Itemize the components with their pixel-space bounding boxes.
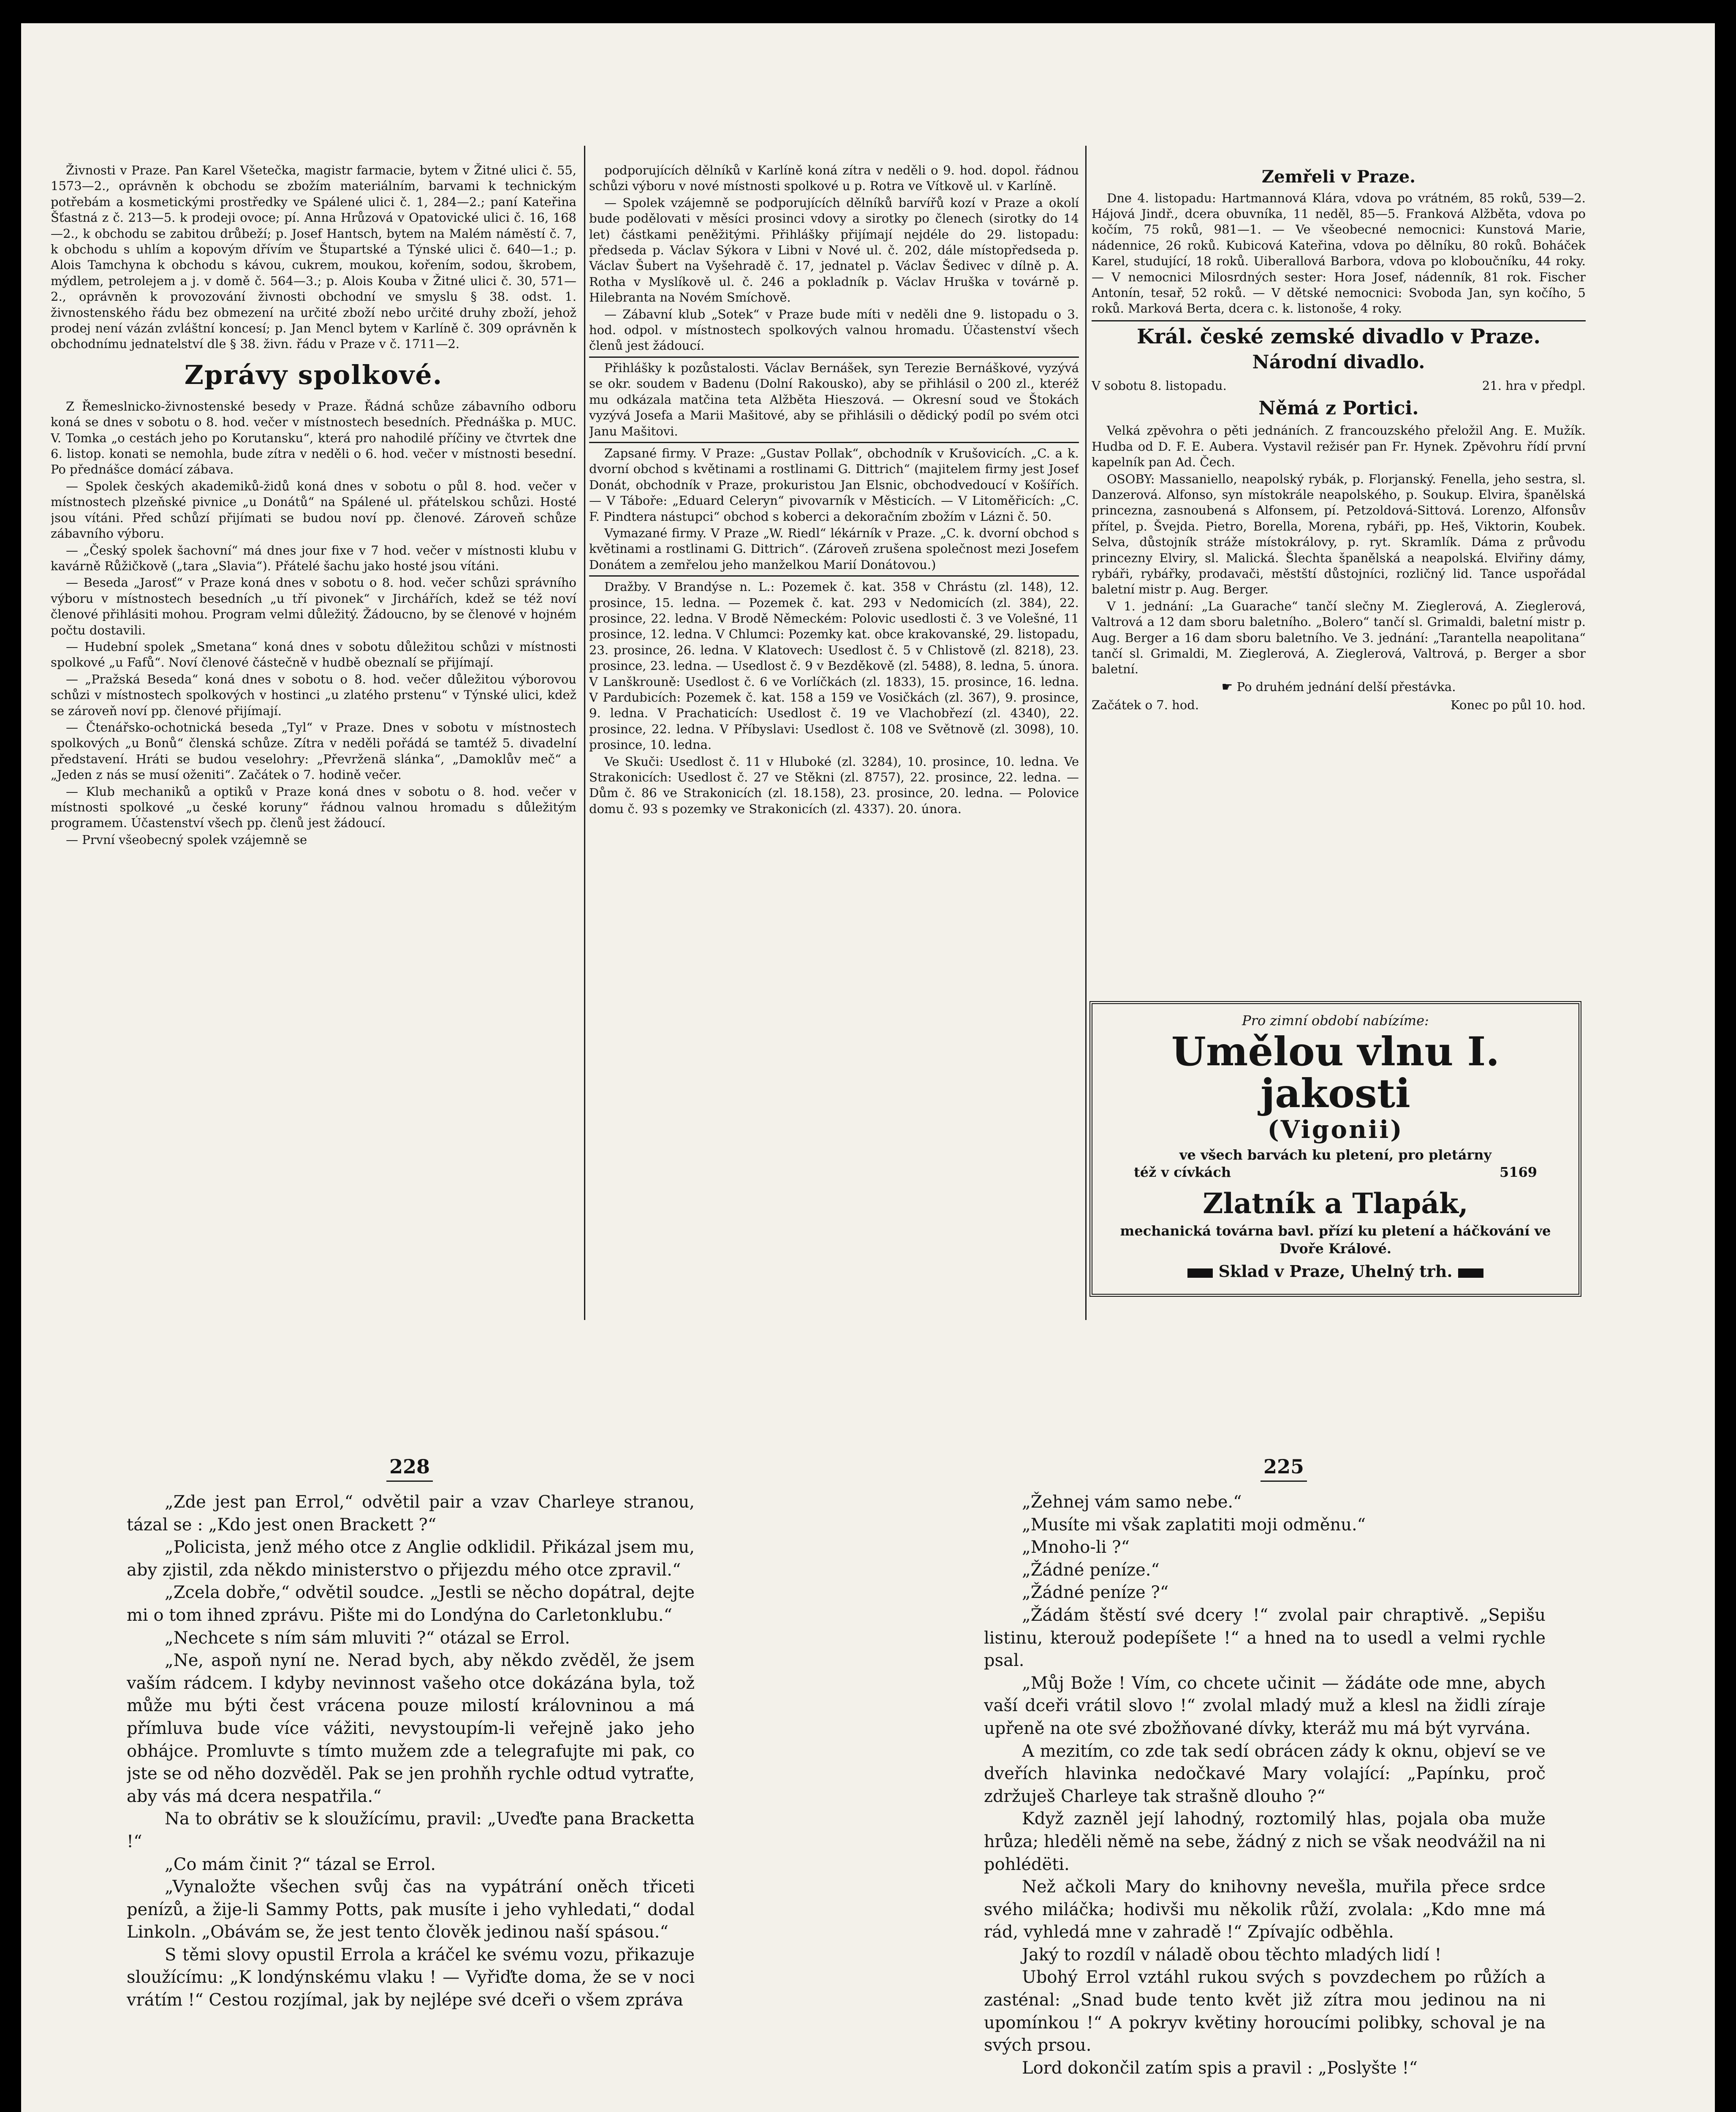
divider [1092, 320, 1586, 321]
column-right [1092, 163, 1586, 997]
novel-paragraph: Ubohý Errol vztáhl rukou svých s povzdechem po růžích a zasténal: „Snad bude tento květ již zítra mou jedinou na ni upomínkou !“ A pokryv květiny horoucími polibky, schoval je na svých prsou. [984, 1968, 1546, 2055]
performance-date: V sobotu 8. listopadu. [1092, 378, 1227, 393]
theatre-heading: Král. české zemské divadlo v Praze. [1136, 324, 1541, 348]
ad-description-row: též v cívkách 5169 [1134, 1164, 1537, 1180]
page-number-underline [386, 1481, 433, 1482]
novel-paragraph: Lord dokončil zatím spis a pravil : „Poslyšte !“ [1022, 2058, 1418, 2078]
pointing-hand-icon: ☛ [1221, 679, 1233, 694]
novel-paragraph: Jaký to rozdíl v náladě obou těchto mladých lidí ! [1022, 1945, 1442, 1965]
novel-paragraph: „Nechcete s ním sám mluviti ?“ otázal se Errol. [165, 1628, 570, 1648]
ad-description: ve všech barvách ku pletení, pro pletárny [1179, 1147, 1492, 1163]
black-bar-icon [1458, 1268, 1483, 1278]
club-news-item: — „Pražská Beseda“ koná dnes v sobotu o 8. hod. večer důležitou výborovou schůzi v místnostech spolkových v hostinci „u zlatého prstenu“ v Týnské ulici, kdež se zároveň noví pp. členové přijímají. [51, 672, 576, 718]
cast-list: OSOBY: Massaniello, neapolský rybák, p. Florjanský. Fenella, jeho sestra, sl. Danzerová. Alfonso, syn místokrále neapolského, p. Soukup. Elvira, španělská princezna, zasnoubená s Alfonsem, pí. Petzoldová-Sittová. Lorenzo, Alfonsův přítel, p. Švejda. Pietro, Borella, Morena, rybáři, pp. Heš, Viktorin, Koubek. Selva, důstojník stráže místokrálovy, p. ryt. Skramlík. Dáma z průvodu princezny Elviry, sl. Malická. Šlechta španělská a neapolská. Elviřiny dámy, rybáři, rybářky, prodavači, městští důstojníci, rozličný lid. Tance uspořádal baletní mistr p. Aug. Berger. [1092, 471, 1586, 597]
ad-headline: Umělou vlnu I. jakosti [1171, 1029, 1500, 1117]
novel-paragraph: „Žádné peníze.“ [1022, 1560, 1160, 1580]
novel-paragraph: „Můj Bože ! Vím, co chcete učinit — žádáte ode mne, abych vaší dceři vrátil slovo !“ zvolal mladý muž a klesl na židli zíraje upřeně na ote své zbožňované dívky, kteráž mu má být vyrvána. [984, 1673, 1546, 1738]
deaths-list: Dne 4. listopadu: Hartmannová Klára, vdova po vrátném, 85 roků, 539—2. Hájová Jindř., dcera obuvníka, 11 neděl, 85—5. Franková Alžběta, vdova po kočím, 75 roků, 981—1. — Ve všeobecné nemocnici: Kunstová Marie, nádennice, 26 roků. Kubicová Kateřina, vdova po dělníku, 80 roků. Boháček Karel, studující, 18 roků. Uiberallová Barbora, vdova po kloboučníku, 44 roky. — V nemocnici Milosrdných sester: Hora Josef, nádenník, 81 rok. Fischer Antonín, tesař, 52 roků. — V dětské nemocnici: Svoboda Jan, syn kočího, 5 roků. Marková Berta, dcera c. k. listonoše, 4 roky. [1092, 191, 1586, 316]
club-news-item: — Hudební spolek „Smetana“ koná dnes v sobotu důležitou schůzi v místnosti spolkové „u Fafů“. Noví členové částečně v hudbě obeznalí se přijímají. [51, 639, 576, 670]
novel-paragraph: „Žádám štěstí své dcery !“ zvolal pair chraptivě. „Sepišu listinu, kterouž podepíšete !“ a hned na to usedl a velmi rychle psal. [984, 1605, 1546, 1671]
divider [589, 357, 1079, 358]
club-news-item: Z Řemeslnicko-živnostenské besedy v Praze. Řádná schůze zábavního odboru koná se dnes v sobotu o 8. hod. večer v místnostech besedních. Přednáška p. MUC. V. Tomka „o cestách jeho po Korutansku“, která pro nahodilé příčiny ve čtvrtek dne 6. listop. konati se nemohla, bude zítra v neděli o 6. hod. večer v místnosti besední. Po přednášce domácí zábava. [51, 399, 576, 477]
performance-times [1092, 697, 1586, 713]
wool-advertisement [1089, 1001, 1581, 1297]
novel-left-column [127, 1491, 695, 2112]
start-time: Začátek o 7. hod. [1092, 697, 1199, 712]
play-description: Velká zpěvohra o pěti jednáních. Z francouzského přeložil Ang. E. Mužík. Hudba od D. F. E. Aubera. Vystavil režisér pan Fr. Hynek. Zpěvohru řídí první kapelník pan Ad. Čech. [1092, 423, 1586, 470]
novel-left-page-number: 228 [389, 1455, 430, 1478]
dance-list: V 1. jednání: „La Guarache“ tančí slečny M. Zieglerová, A. Zieglerová, Valtrová a 12 dam sboru baletního. „Bolero“ tančí sl. Grimaldi, baletní mistr p. Aug. Berger a 16 dam sboru baletního. Ve 3. jednání: „Tarantella neapolitana“ tančí sl. Grimaldi, M. Zieglerová, A. Zieglerová, Valtrová, p. Berger a sbor baletní. [1092, 599, 1586, 677]
ad-warehouse: Sklad v Praze, Uhelný trh. [1100, 1262, 1571, 1281]
club-news-item: — Beseda „Jarosť“ v Praze koná dnes v sobotu o 8. hod. večer schůzi správního výboru v místnostech besedních „u tří pivonek“ v Jirchářích, kdež se též noví členové přihlásiti mohou. Program velmi důležitý. Žádoucno, by se členové v hojném počtu dostavili. [51, 575, 576, 637]
novel-paragraph: A mezitím, co zde tak sedí obrácen zády k oknu, objeví se ve dveřích hlavinka nedočkavé Mary volající: „Papínku, proč zdržuješ Charleye tak strašně dlouho ?“ [984, 1741, 1546, 1806]
novel-right-column [984, 1491, 1546, 2112]
ad-company: Zlatník a Tlapák, [1203, 1187, 1468, 1220]
column-middle [589, 163, 1079, 1307]
novel-paragraph: „Mnoho-li ?“ [1022, 1538, 1130, 1557]
club-news-item: podporujících dělníků v Karlíně koná zítra v neděli o 9. hod. dopol. řádnou schůzi výboru v nové místnosti spolkové u p. Rotra ve Vítkově ul. v Karlíně. [589, 163, 1079, 193]
deaths-heading: Zemřeli v Praze. [1261, 167, 1416, 187]
club-news-item: — Čtenářsko-ochotnická beseda „Tyl“ v Praze. Dnes v sobotu v místnostech spolkových „u Bonů“ členská schůze. Zítra v neděli pořádá se tamtéž 5. divadelní představení. Hráti se budou veselohry: „Převrženä slánka“, „Damoklův meč“ a „Jeden z nás se musí oženiti“. Začátek o 7. hodině večer. [51, 720, 576, 782]
auctions-paragraph: Ve Skuči: Usedlost č. 11 v Hluboké (zl. 3284), 10. prosince, 10. ledna. Ve Strakonicích: Usedlost č. 27 ve Stěkni (zl. 8757), 22. prosince, 22. ledna. — Dům č. 86 ve Strakonicích (zl. 18.158), 23. prosince, 20. ledna. — Polovice domu č. 93 s pozemky ve Strakonicích (zl. 4337). 20. února. [589, 754, 1079, 816]
deleted-firms: Vymazané firmy. V Praze „W. Riedl“ lékárník v Praze. „C. k. dvorní obchod s květinami a rostlinami G. Dittrich“. (Zároveň zrušena společnost mezi Josefem Donátem a zemřelou jeho manželkou Marií Donátovou.) [589, 525, 1079, 572]
novel-paragraph: „Žádné peníze ?“ [1022, 1583, 1169, 1603]
club-news-heading: Zprávy spolkové. [184, 359, 443, 390]
ad-intro: Pro zimní období nabízíme: [1242, 1012, 1429, 1029]
trade-licenses-paragraph: Živnosti v Praze. Pan Karel Všetečka, magistr farmacie, bytem v Žitné ulici č. 55, 1573—2., oprávněn k obchodu se zbožím materiálním, barvami k technickým potřebám a kosmetickými prostředky ve Spálené ulici č. 1, 284—2.; paní Kateřina Šťastná z č. 213—5. k prodeji ovoce; pí. Anna Hrůzová v Opatovické ulici č. 16, 168—2., k obchodu se zabitou drůbeží; p. Josef Hantsch, bytem na Malém náměstí č. 7, k obchodu s uhlím a kopovým dřívím ve Štupartské a Týnské ulici č. 640—1.; p. Alois Tamchyna k obchodu s kávou, cukrem, moukou, kořením, sodou, škrobem, mýdlem, petrolejem a j. v domě č. 564—3.; p. Alois Kouba v Žitné ulici č. 30, 571—2., oprávněn k provozování živnosti obchodní ve smyslu § 38. odst. 1. živnostenského řádu bez obmezení na určité zboží nebo určité druhy zboží, jehož prodej není vázán zvláštní koncesí; p. Jan Mencl bytem v Karlíně č. 309 oprávněn k obchodnímu jednatelství dle § 38. živn. řádu v Praze v č. 1711—2. [51, 163, 576, 351]
club-news-item: — Spolek vzájemně se podporujících dělníků barvířů kozí v Praze a okolí bude podělovati v měsíci prosinci vdovy a sirotky po členech (sirotky do 14 let) částkami peněžitými. Přihlášky přijímají nejdéle do 29. listopadu: předseda p. Václav Sýkora v Libni v Nové ul. č. 202, dále místopředseda p. Václav Šubert na Vyšehradě č. 17, jednatel p. Václav Šedivec v dílně p. A. Rotha v Myslíkově ul. č. 246 a pokladník p. Václav Hruška v továrně p. Hilebranta na Novém Smíchově. [589, 195, 1079, 305]
novel-paragraph: „Policista, jenž mého otce z Anglie odklidil. Přikázal jsem mu, aby zjistil, zda někdo ministerstvo o přijezdu mého otce zpravil.“ [127, 1538, 695, 1580]
ad-company-description: mechanická továrna bavl. přízí ku pletení a háčkování ve Dvoře Králové. [1120, 1222, 1551, 1257]
intermission-note: ☛ Po druhém jednání delší přestávka. [1221, 679, 1456, 694]
novel-paragraph: „Vynaložte všechen svůj čas na vypátrání oněch třiceti penízů, a žije-li Sammy Potts, pak musíte i jeho vyhledati,“ dodal Linkoln. „Obávám se, že jest tento člověk jedinou naší spásou.“ [127, 1877, 695, 1942]
novel-paragraph: Než ačkoli Mary do knihovny nevešla, muřila přece srdce svého miláčka; hodivši mu několik růží, zvolala: „Kdo mne má rád, vyhledá mne v zahradě !“ Zpívajíc odběhla. [984, 1877, 1546, 1942]
novel-paragraph: „Zde jest pan Errol,“ odvětil pair a vzav Charleye stranou, tázal se : „Kdo jest onen Brackett ?“ [127, 1492, 695, 1535]
play-title: Němá z Portici. [1258, 397, 1419, 419]
novel-paragraph: S těmi slovy opustil Errola a kráčel ke svému vozu, přikazuje sloužícímu: „K londýnskému vlaku ! — Vyřiďte doma, že se v noci vrátím !“ Cestou rozjímal, jak by nejlépe své dceři o všem zpráva [127, 1945, 695, 2010]
club-news-item: — První všeobecný spolek vzájemně se [66, 832, 307, 847]
newspaper-page [21, 23, 1715, 2112]
ad-subheadline: (Vigonii) [1267, 1115, 1404, 1144]
club-news-item: — Zábavní klub „Sotek“ v Praze bude míti v neděli dne 9. listopadu o 3. hod. odpol. v místnostech spolkových valnou hromadu. Účastenství všech členů jest žádoucí. [589, 307, 1079, 353]
divider [589, 575, 1079, 577]
novel-paragraph: Když zazněl její lahodný, roztomilý hlas, pojala oba muže hrůza; hleděli němě na sebe, žádný z nich se však neodvážil na ni pohlédëti. [984, 1809, 1546, 1874]
column-rule-2 [1085, 146, 1087, 1320]
club-news-item: — Spolek českých akademiků-židů koná dnes v sobotu o půl 8. hod. večer v místnostech plzeňské pivnice „u Donátů“ na Spálené ul. přátelskou schůzi. Hosté jsou vítáni. Před schůzí přijímati se budou noví pp. členové. Zároveň schůze zábavního výboru. [51, 479, 576, 541]
end-time: Konec po půl 10. hod. [1451, 697, 1586, 712]
black-bar-icon [1187, 1268, 1213, 1278]
column-left [51, 163, 576, 1307]
subscription-number: 21. hra v předpl. [1482, 378, 1586, 393]
column-rule-1 [584, 146, 585, 1320]
novel-right-page-number: 225 [1263, 1455, 1304, 1478]
novel-paragraph: „Co mám činit ?“ tázal se Errol. [165, 1854, 436, 1874]
theatre-subheading: Národní divadlo. [1252, 351, 1425, 373]
club-news-item: — Klub mechaniků a optiků v Praze koná dnes v sobotu o 8. hod. večer v místnosti spolkové „u české koruny“ řádnou valnou hromadu s důležitým programem. Účastenství všech pp. členů jest žádoucí. [51, 784, 576, 830]
page-number-underline [1261, 1481, 1307, 1482]
club-news-item: — „Český spolek šachovní“ má dnes jour fixe v 7 hod. večer v místnosti klubu v kavárně Růžičkově („tara „Slavia“). Přátelé šachu jako hosté jsou vítáni. [51, 543, 576, 573]
novel-paragraph: „Zcela dobře,“ odvětil soudce. „Jestli se něcho dopátral, dejte mi o tom ihned zprávu. Pište mi do Londýna do Carletonklubu.“ [127, 1583, 695, 1625]
novel-paragraph: „Musíte mi však zaplatiti moji odměnu.“ [1022, 1515, 1366, 1535]
performance-date-row [1092, 378, 1586, 394]
registered-firms: Zapsané firmy. V Praze: „Gustav Pollak“, obchodník v Krušovicích. „C. a k. dvorní obchod s květinami a rostlinami G. Dittrich“ (majitelem firmy jest Josef Donát, obchodník v Praze, prokuristou Jan Elsnic, obchodvedoucí v Košířích. — V Táboře: „Eduard Celeryn“ pivovarník v Městicích. — V Litoměřicích: „C. F. Pindtera nástupci“ obchod s koberci a dekoračním zbožím v Lázni č. 50. [589, 446, 1079, 524]
auctions-paragraph: Dražby. V Brandýse n. L.: Pozemek č. kat. 358 v Chrástu (zl. 148), 12. prosince, 15. ledna. — Pozemek č. kat. 293 v Nedomicích (zl. 384), 22. prosince, 22. ledna. V Brodě Německém: Polovic usedlosti č. 3 ve Volešné, 11 prosince, 12. ledna. V Chlumci: Pozemky kat. obce krakovanské, 29. listopadu, 23. prosince, 26. ledna. V Klatovech: Usedlost č. 5 v Chlistově (zl. 8218), 23. prosince, 23. ledna. — Usedlost č. 9 v Bezděkově (zl. 5488), 8. ledna, 5. února. V Lanškrouně: Usedlost č. 6 ve Vorlíčkách (zl. 1833), 15. prosince, 16. ledna. V Pardubicích: Pozemek č. kat. 158 a 159 ve Vosičkách (zl. 367), 9. prosince, 9. ledna. V Prachaticích: Usedlost č. 19 ve Vlachobřezí (zl. 4340), 22. prosince, 22. ledna. V Příbyslavi: Usedlost č. 108 ve Světnově (zl. 3098), 10. prosince, 10. ledna. [589, 580, 1079, 752]
inheritance-notices: Přihlášky k pozůstalosti. Václav Bernášek, syn Terezie Bernáškové, vyzývá se okr. soudem v Badenu (Dolní Rakousko), aby se přihlásil o 200 zl., kteréž mu odkázala matčina teta Alžběta Hieszová. — Okresní soud ve Štokách vyzývá Josefa a Marii Mašitové, aby se přihlásili o dědický podíl po svém otci Janu Mašitovi. [589, 360, 1079, 438]
novel-paragraph: „Žehnej vám samo nebe.“ [1022, 1492, 1242, 1512]
divider [589, 442, 1079, 443]
novel-paragraph: Na to obrátiv se k sloužícímu, pravil: „Uveďte pana Bracketta !“ [127, 1809, 695, 1851]
novel-paragraph: „Ne, aspoň nyní ne. Nerad bych, aby někdo zvěděl, že jsem vaším rádcem. I kdyby nevinnost vašeho otce dokázána byla, tož může mu býti čest vrácena pouze milostí královninou a má přímluva bude více vážiti, nevystoupím-li veřejně jako jeho obhájce. Promluvte s tímto mužem zde a telegrafujte mi pak, co jste se od něho dozvěděl. Pak se jen prohňh rychle odtud vytraťte, aby vás má dcera nespatřila.“ [127, 1651, 695, 1806]
